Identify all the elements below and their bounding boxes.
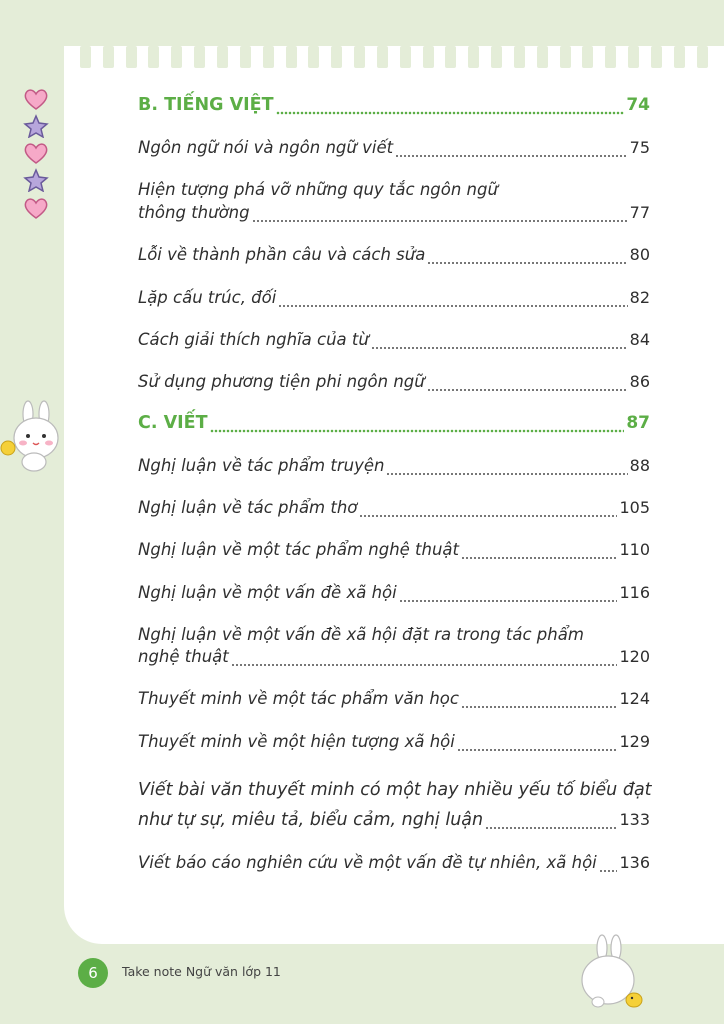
- heart-icon: [22, 87, 50, 111]
- toc-entry[interactable]: Nghị luận về tác phẩm truyện 88: [138, 456, 650, 475]
- heart-icon: [22, 141, 50, 165]
- toc-entry[interactable]: Nghị luận về tác phẩm thơ 105: [138, 498, 650, 517]
- page-number-badge: 6: [78, 958, 108, 988]
- bunny-icon: [574, 930, 646, 1010]
- toc-entry[interactable]: Lỗi về thành phần câu và cách sửa 80: [138, 245, 650, 264]
- toc-entry[interactable]: Cách giải thích nghĩa của từ 84: [138, 330, 650, 349]
- toc-entry[interactable]: Viết báo cáo nghiên cứu về một vấn đề tự nhiên, xã hội 136: [138, 853, 650, 872]
- footer-book-title: Take note Ngữ văn lớp 11: [122, 964, 281, 979]
- toc-entry[interactable]: Thuyết minh về một hiện tượng xã hội 129: [138, 732, 650, 751]
- toc-entry[interactable]: Nghị luận về một vấn đề xã hội 116: [138, 583, 650, 602]
- star-icon: [22, 168, 50, 192]
- toc-entry-line1: Hiện tượng phá vỡ những quy tắc ngôn ngữ: [138, 180, 498, 199]
- heart-icon: [22, 196, 50, 220]
- toc-entry[interactable]: thông thường 77: [138, 203, 650, 222]
- toc-entry[interactable]: nghệ thuật 120: [138, 647, 650, 666]
- section-b-heading[interactable]: B. TIẾNG VIỆT 74: [138, 95, 650, 115]
- toc-entry[interactable]: Nghị luận về một tác phẩm nghệ thuật 110: [138, 540, 650, 559]
- toc-entry[interactable]: như tự sự, miêu tả, biểu cảm, nghị luận 133: [138, 810, 650, 830]
- toc-entry[interactable]: Sử dụng phương tiện phi ngôn ngữ 86: [138, 372, 650, 391]
- toc-entry[interactable]: Lặp cấu trúc, đối 82: [138, 288, 650, 307]
- toc-entry[interactable]: Thuyết minh về một tác phẩm văn học 124: [138, 689, 650, 708]
- bunny-icon: [0, 398, 66, 474]
- toc-entry-line1: Nghị luận về một vấn đề xã hội đặt ra trong tác phẩm: [138, 625, 584, 644]
- notebook-binding: [64, 46, 724, 72]
- star-icon: [22, 114, 50, 138]
- section-c-heading[interactable]: C. VIẾT 87: [138, 413, 650, 433]
- toc-entry[interactable]: Ngôn ngữ nói và ngôn ngữ viết 75: [138, 138, 650, 157]
- toc-entry-line1: Viết bài văn thuyết minh có một hay nhiều yếu tố biểu đạt: [138, 780, 652, 800]
